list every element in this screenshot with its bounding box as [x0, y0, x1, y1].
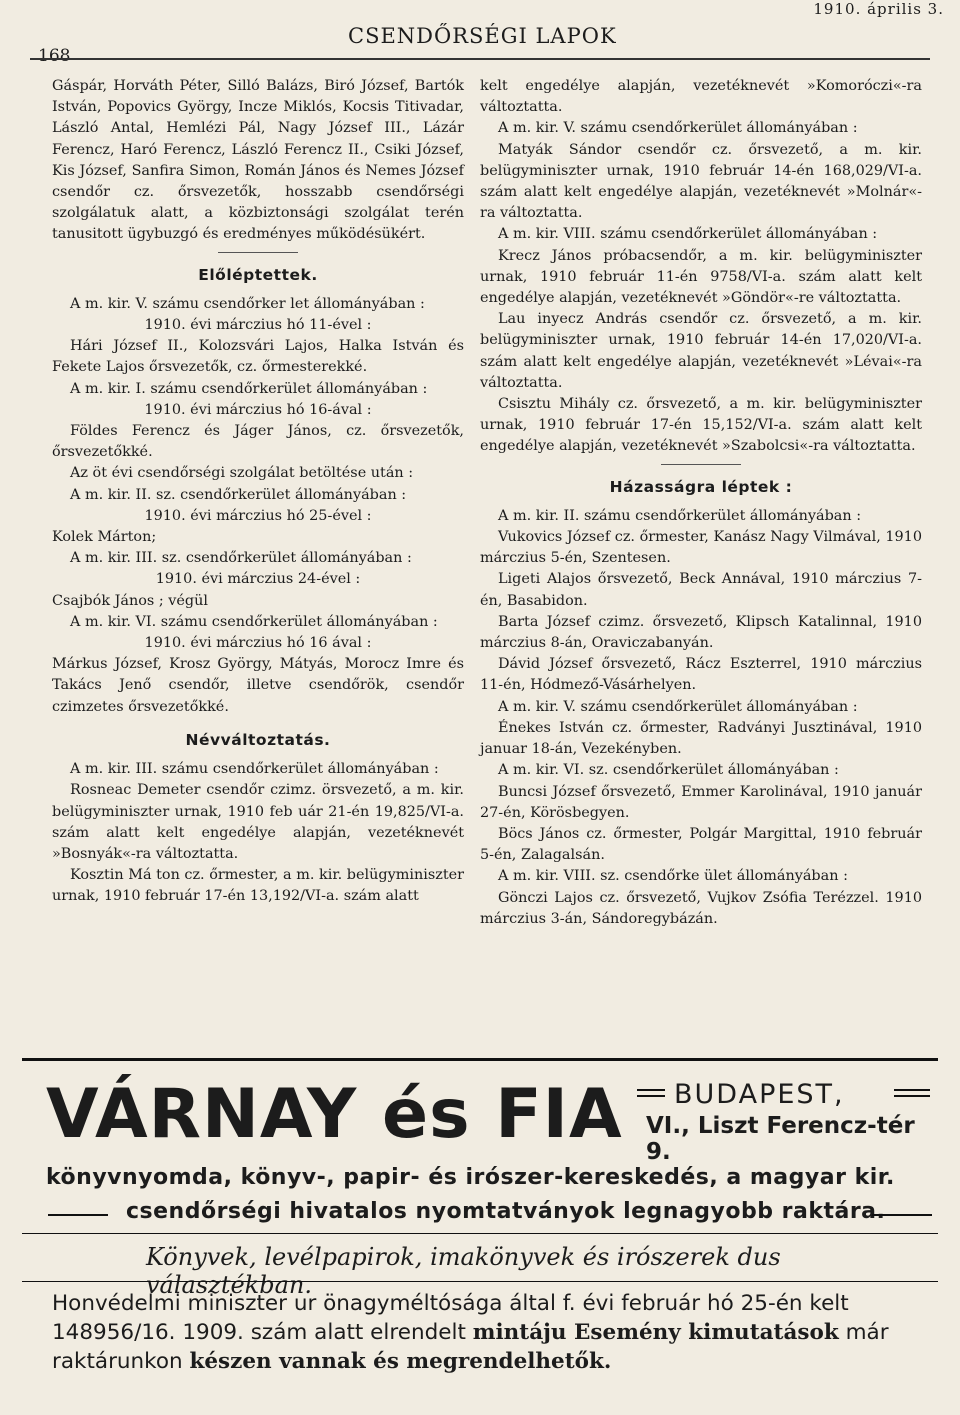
ad-rule	[872, 1214, 932, 1216]
date-line: 1910. évi márczius hó 11-ével :	[144, 317, 372, 334]
paragraph: kelt engedélye alapján, vezetéknevét »Komoróczi«-ra változtatta.	[480, 78, 922, 116]
ad-body-mid: már raktárunkon	[52, 1320, 889, 1374]
paragraph: A m. kir. VI. sz. csendőrkerület állományában :	[498, 762, 839, 779]
paragraph: Gönczi Lajos cz. őrsvezető, Vujkov Zsófia Terézzel. 1910 márczius 3-án, Sándoregybázán.	[480, 889, 922, 927]
paragraph: Krecz János próbacsendőr, a m. kir. belügyminiszter urnak, 1910 február 11-én 9758/VI-a. szám alatt kelt engedélye alapján, vezetéknevét »Göndör«-re változtatta.	[480, 247, 922, 307]
paragraph: A m. kir. V. számu csendőrker let állományában :	[70, 295, 425, 312]
paragraph: A m. kir. VIII. sz. csendőrke ület állományában :	[498, 868, 848, 885]
ad-line-3-text: Könyvek, levélpapirok, imakönyvek és irószerek dus választékban.	[146, 1243, 781, 1299]
ad-rule	[637, 1095, 665, 1097]
paragraph: Kolek Márton;	[52, 529, 157, 546]
paragraph: Márkus József, Krosz György, Mátyás, Morocz Imre és Takács Jenő csendőr, illetve csendőrök, csendőr czimzetes őrsvezetőkké.	[52, 656, 464, 715]
ad-rule	[637, 1089, 665, 1091]
paragraph: A m. kir. I. számu csendőrkerület állományában :	[70, 380, 428, 397]
paragraph: A m. kir. VI. számu csendőrkerület állományában :	[70, 613, 438, 630]
paragraph: A m. kir. II. számu csendőrkerület állományában :	[498, 507, 862, 524]
page-number: 168	[38, 46, 71, 66]
header-rule	[30, 58, 930, 60]
paragraph: A m. kir. V. számu csendőrkerület állományában :	[498, 698, 858, 715]
ad-rule	[22, 1233, 938, 1234]
paragraph: Csisztu Mihály cz. őrsvezető, a m. kir. belügyminiszter urnak, 1910 február 17-én 15,152/VI-a. szám alatt kelt engedélye alapján, vezetéknevét »Szabolcsi«-ra változtatta.	[480, 396, 922, 455]
advertisement	[22, 1058, 938, 1407]
ad-body-start: Honvédelmi miniszter ur önagyméltósága által f. évi február hó 25-én kelt 148956/16. 1909. szám alatt elrendelt	[52, 1291, 849, 1345]
ad-line-1: könyvnyomda, könyv-, papir- és irószer-kereskedés, a magyar kir.	[46, 1165, 895, 1190]
paragraph: Lau inyecz András csendőr cz. őrsvezető, a m. kir. belügyminiszter urnak, 1910 február 14-én 17,020/VI-a. szám alatt kelt engedélye alapján, vezetéknevét »Lévai«-ra változtatta.	[480, 311, 922, 391]
ad-address: VI., Liszt Ferencz-tér 9.	[646, 1113, 915, 1165]
paragraph: A m. kir. III. számu csendőrkerület állományában :	[70, 761, 439, 778]
paragraph: Földes Ferencz és Jáger János, cz. őrsvezetők, őrsvezetőkké.	[52, 423, 464, 461]
ad-body	[52, 1289, 952, 1376]
divider	[661, 464, 741, 465]
ad-city: BUDAPEST,	[674, 1079, 845, 1110]
paragraph: Dávid József őrsvezető, Rácz Eszterrel, 1910 márczius 11-én, Hódmező-Vásárhelyen.	[480, 656, 922, 694]
paragraph: Csajbók János ; végül	[52, 592, 208, 609]
section-heading-promotions: Előléptettek.	[198, 265, 318, 284]
ad-body-bold: mintáju Esemény kimutatások	[472, 1320, 839, 1345]
ad-line-2: csendőrségi hivatalos nyomtatványok legnagyobb raktára.	[126, 1199, 886, 1224]
paragraph: Barta József czimz. őrsvezető, Klipsch Katalinnal, 1910 márczius 8-án, Oraviczabanyán.	[480, 613, 922, 652]
date-line: 1910. évi márczius hó 16-ával :	[144, 401, 372, 418]
date-line: 1910. évi márczius hó 16 ával :	[144, 635, 372, 652]
paragraph: Böcs János cz. őrmester, Polgár Margittal, 1910 február 5-én, Zalagalsán.	[480, 825, 922, 864]
date-line: 1910. évi márczius 24-ével :	[155, 571, 361, 588]
paragraph: Gáspár, Horváth Péter, Silló Balázs, Biró József, Bartók István, Popovics György, Incze Miklós, Kocsis Titivadar, László Antal, Hemlézi Pál, Nagy József III., Lázár Ferencz, Haró Ferencz, László Ferencz II., Csiki József, Kis József, Sanfira Simon, Román János és Nemes József csendőr cz. őrsvezetők, hosszabb csendőrségi szolgálatuk alatt, a közbiztonsági szolgálat terén tanusitott ügybuzgó és eredményes működésükért.	[52, 78, 464, 243]
paragraph: Vukovics József cz. őrmester, Kanász Nagy Vilmával, 1910 márczius 5-én, Szentesen.	[480, 529, 922, 567]
page-header	[0, 0, 960, 70]
section-heading-marriages: Házasságra léptek :	[609, 477, 793, 496]
ad-body-bold-2: készen vannak és megrendelhetők.	[189, 1349, 612, 1374]
paragraph: Az öt évi csendőrségi szolgálat betöltése után :	[70, 465, 414, 482]
ad-company-name: VÁRNAY és FIA	[46, 1075, 623, 1154]
right-column	[480, 76, 922, 930]
paragraph: A m. kir. II. sz. csendőrkerület állományában :	[70, 486, 407, 503]
paragraph: Matyák Sándor csendőr cz. őrsvezető, a m. kir. belügyminiszter urnak, 1910 február 14-én 168,029/VI-a. szám alatt kelt engedélye alapján, vezetéknevét »Molnár«-ra változtatta.	[480, 141, 922, 222]
paragraph: A m. kir. VIII. számu csendőrkerület állományában :	[498, 226, 878, 243]
paragraph: Hári József II., Kolozsvári Lajos, Halka István és Fekete Lajos őrsvezetők, cz. őrmesterekké.	[52, 338, 464, 376]
paragraph: Kosztin Má ton cz. őrmester, a m. kir. belügyminiszter urnak, 1910 február 17-én 13,192/VI-a. szám alatt	[52, 867, 464, 905]
paragraph: Rosneac Demeter csendőr czimz. örsvezető, a m. kir. belügyminiszter urnak, 1910 feb uár 21-én 19,825/VI-a. szám alatt kelt engedélye alapján, vezetéknevét »Bosnyák«-ra változtatta.	[52, 782, 464, 862]
paragraph: A m. kir. V. számu csendőrkerület állományában :	[498, 120, 858, 137]
paragraph: A m. kir. III. sz. csendőrkerület állományában :	[70, 550, 412, 567]
ad-rule	[48, 1214, 108, 1216]
ad-rule	[894, 1095, 930, 1097]
ad-rule	[894, 1089, 930, 1091]
ad-rule	[22, 1281, 938, 1282]
date-line: 1910. évi márczius hó 25-ével :	[144, 507, 372, 524]
paragraph: Ligeti Alajos őrsvezető, Beck Annával, 1910 márczius 7-én, Basabidon.	[480, 571, 922, 609]
page-title: CSENDŐRSÉGI LAPOK	[348, 24, 617, 48]
paragraph: Énekes István cz. őrmester, Radványi Jusztinával, 1910 januar 18-án, Vezekényben.	[480, 719, 922, 758]
issue-date: 1910. április 3.	[813, 0, 944, 18]
left-column	[52, 76, 464, 908]
divider	[218, 252, 298, 253]
section-heading-name-change: Névváltoztatás.	[185, 730, 331, 749]
paragraph: Buncsi József őrsvezető, Emmer Karolinával, 1910 január 27-én, Körösbegyen.	[480, 783, 922, 821]
